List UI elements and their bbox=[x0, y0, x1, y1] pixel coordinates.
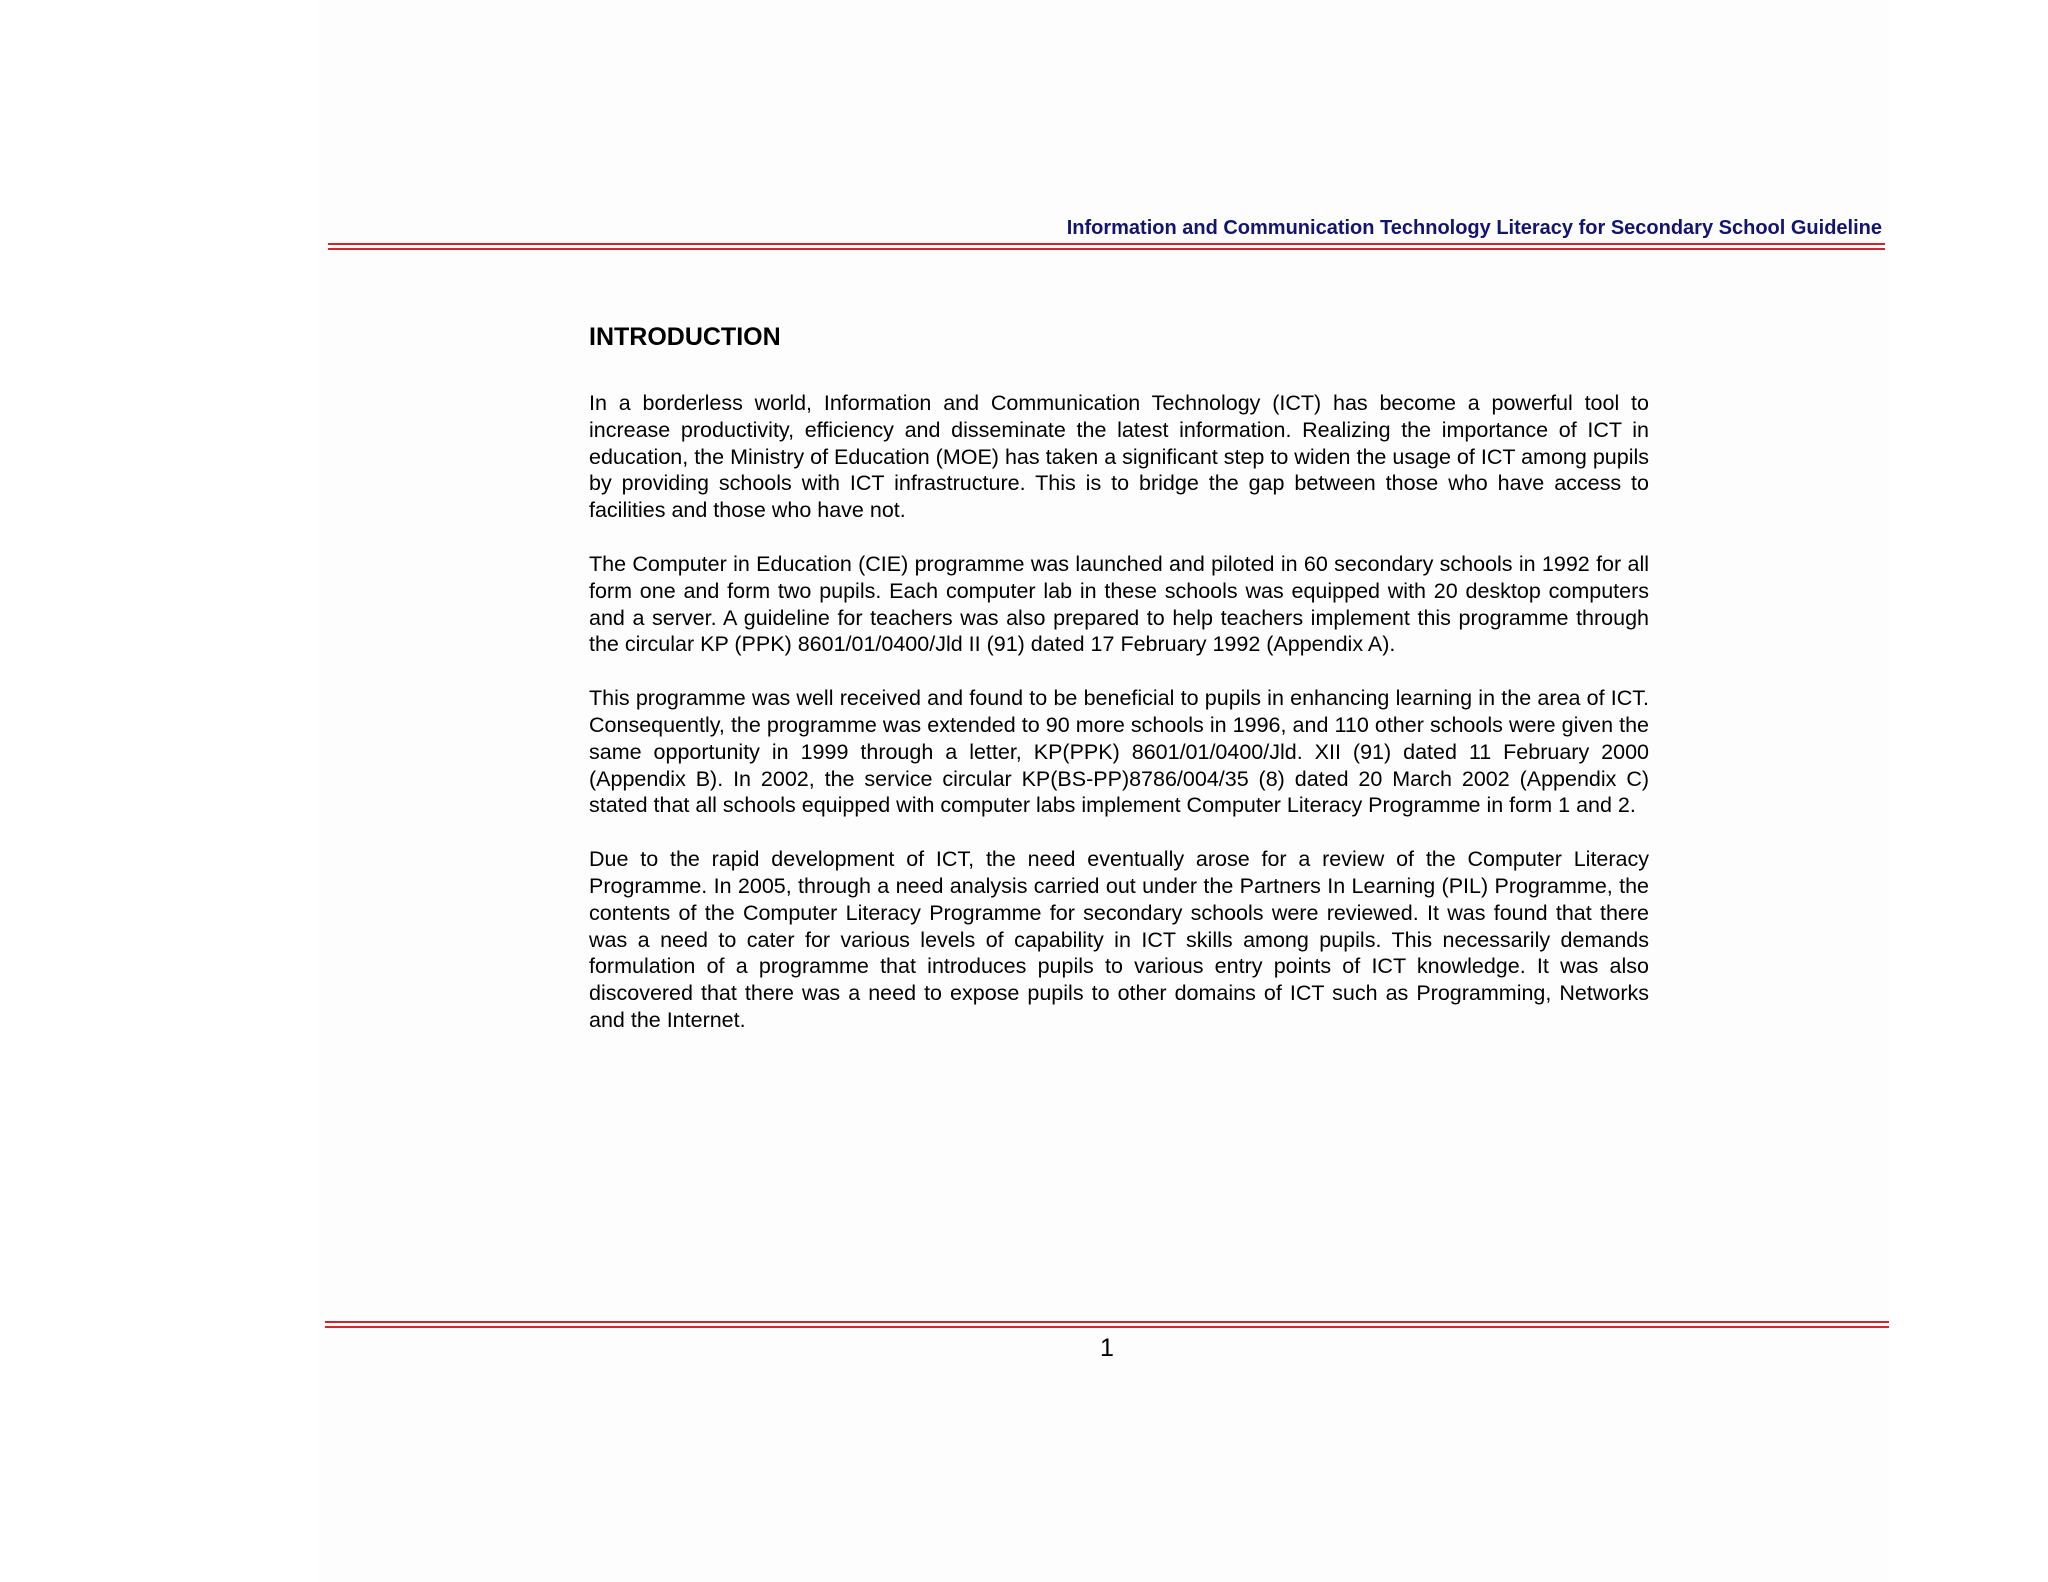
page-number: 1 bbox=[1100, 1334, 1114, 1362]
header-rule-lower bbox=[328, 248, 1885, 250]
paragraph-3: This programme was well received and found to be beneficial to pupils in enhancing learning in the area of ICT. Consequently, the programme was extended to 90 more schools in 1996, and 110 other schools were given the same opportunity in 1999 through a letter, KP(PPK) 8601/01/0400/Jld. XII (91) dated 11 February 2000 (Appendix B). In 2002, the service circular KP(BS-PP)8786/004/35 (8) dated 20 March 2002 (Appendix C) stated that all schools equipped with computer labs implement Computer Literacy Programme in form 1 and 2. bbox=[589, 686, 1649, 818]
paragraph-4: Due to the rapid development of ICT, the need eventually arose for a review of the Computer Literacy Programme. In 2005, through a need analysis carried out under the Partners In Learning (PIL) Programme, the contents of the Computer Literacy Programme for secondary schools were reviewed. It was found that there was a need to cater for various levels of capability in ICT skills among pupils. This necessarily demands formulation of a programme that introduces pupils to various entry points of ICT knowledge. It was also discovered that there was a need to expose pupils to other domains of ICT such as Programming, Networks and the Internet. bbox=[589, 847, 1649, 1032]
footer-rule-lower bbox=[325, 1326, 1889, 1328]
running-header-title: Information and Communication Technology Literacy for Secondary School Guideline bbox=[1066, 217, 1882, 239]
main-content bbox=[589, 322, 1649, 1061]
section-heading: INTRODUCTION bbox=[589, 323, 781, 351]
paragraph-1: In a borderless world, Information and Communication Technology (ICT) has become a powerful tool to increase productivity, efficiency and disseminate the latest information. Realizing the importance of ICT in education, the Ministry of Education (MOE) has taken a significant step to widen the usage of ICT among pupils by providing schools with ICT infrastructure. This is to bridge the gap between those who have access to facilities and those who have not. bbox=[589, 391, 1649, 523]
paragraph-2: The Computer in Education (CIE) programme was launched and piloted in 60 secondary schools in 1992 for all form one and form two pupils. Each computer lab in these schools was equipped with 20 desktop computers and a server. A guideline for teachers was also prepared to help teachers implement this programme through the circular KP (PPK) 8601/01/0400/Jld II (91) dated 17 February 1992 (Appendix A). bbox=[589, 551, 1649, 657]
header-rule-upper bbox=[328, 243, 1885, 245]
footer-rule-upper bbox=[325, 1321, 1889, 1323]
